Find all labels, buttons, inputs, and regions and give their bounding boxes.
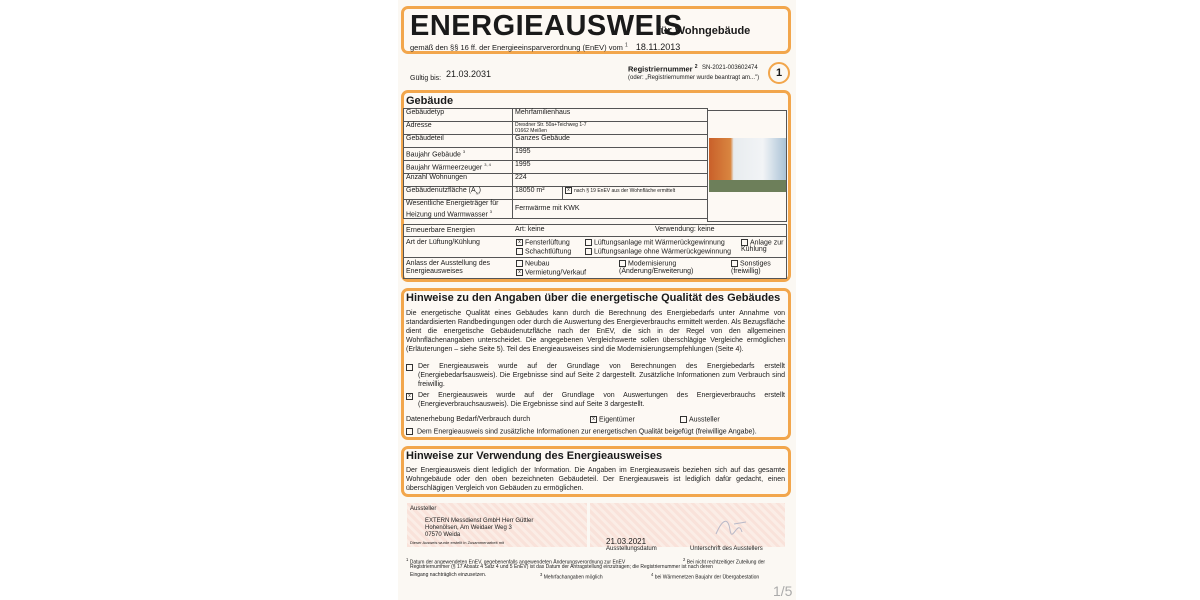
table-row: Adresse Dresdner Str. 50a+Teichweg 1-7 01662 Meißen xyxy=(404,122,708,135)
option-verbrauch: x Der Energieausweis wurde auf der Grundlage von Auswertungen des Energieverbrauchs erstellt (Energieverbrauchsausweis). Die Ergebnisse sind auf Seite 3 dargestellt. xyxy=(406,391,785,409)
footnote-2: $^2$ Bei nicht rechtzeitiger Zuteilung der xyxy=(683,557,766,566)
aussteller-option: Aussteller xyxy=(680,416,720,424)
legal-basis: gemäß den §§ 16 ff. der Energieeinsparverordnung (EnEV) vom $^1$ 18.11.2013 xyxy=(410,42,681,52)
signature-label: Unterschrift des Ausstellers xyxy=(690,546,763,552)
enev-date: 18.11.2013 xyxy=(635,42,681,52)
footnote-1c: Eingang nachträglich einzusetzen. xyxy=(410,572,487,578)
checkbox xyxy=(619,260,626,267)
checkbox xyxy=(731,260,738,267)
table-row: Gebäudetyp Mehrfamilienhaus xyxy=(404,109,708,122)
hinweise-quality-text: Die energetische Qualität eines Gebäudes kann durch die Berechnung des Energiebedarfs unter Annahme von standardisierten Randbedingungen oder durch die Auswertung des Energieverbrauchs ermittelt werden. Als Bezugsfläche dient die energetische Gebäudenutzfläche nach der EnEV, die sich in der Regel von den allgemeinen Wohnflächenangaben unterscheidet. Die angegebenen Vergleichswerte sollen überschlägige Vergleiche ermöglichen (Erläuterungen – siehe Seite 5). Teil des Energieausweises sind die Modernisierungsempfehlungen (Seite 4). xyxy=(406,310,785,353)
photo-frame xyxy=(707,110,787,222)
registration-label: Registriernummer $^2$ xyxy=(628,64,698,74)
checkbox xyxy=(680,416,687,423)
checkbox xyxy=(406,428,413,435)
registration-number: SN-2021-003602474 xyxy=(702,65,758,71)
page-subtitle: für Wohngebäude xyxy=(657,25,751,37)
valid-label: Gültig bis: xyxy=(410,75,442,82)
zusatz-option: Dem Energieausweis sind zusätzliche Informationen zur energetischen Qualität beigefügt (freiwillige Angabe). xyxy=(406,428,757,436)
checkbox-checked: x xyxy=(590,416,597,423)
issue-date: 21.03.2021 xyxy=(606,537,647,546)
table-row: Wesentliche Energieträger für Heizung und Warmwasser $^3$ Fernwärme mit KWK xyxy=(404,200,708,219)
table-row: Baujahr Wärmeerzeuger $^{3, 4}$ 1995 xyxy=(404,161,708,174)
signature-icon xyxy=(712,510,752,540)
aussteller-line: 07570 Weida xyxy=(425,532,461,538)
option-bedarf: Der Energieausweis wurde auf der Grundlage von Berechnungen des Energiebedarfs erstellt (Energiebedarfsausweis). Die Ergebnisse sind auf Seite 2 dargestellt. Zusätzliche Informationen zum Verbrauch sind freiwillig. xyxy=(406,362,785,389)
footnote-1: $^1$ Datum der angewendeten EnEV, gegebenenfalls angewendeten Änderungsverordnung zur EnEV xyxy=(406,557,626,566)
checkbox xyxy=(406,364,413,371)
table-row: Gebäudeteil Ganzes Gebäude xyxy=(404,135,708,148)
issue-date-label: Ausstellungsdatum xyxy=(606,546,657,552)
checkbox xyxy=(741,239,748,246)
footnote-4: $^4$ bei Wärmenetzen Baujahr der Übergabestation xyxy=(651,572,760,581)
gebaeude-table xyxy=(403,108,708,219)
footnote-1b: Registriernummer (§ 17 Absatz 4 Satz 4 und 5 EnEV) ist das Datum der Antragstellung einzutragen; die Registriernummer ist nach deren xyxy=(410,564,713,570)
checkbox xyxy=(585,239,592,246)
table-row: Erneuerbare Energien Art: keine Verwendung: keine xyxy=(403,224,787,237)
hinweise-quality-title: Hinweise zu den Angaben über die energetische Qualität des Gebäudes xyxy=(406,292,781,304)
checkbox-checked: x xyxy=(406,393,413,400)
aussteller-note: Dieser Ausweis wurde erstellt in Zusammenarbeit mit xyxy=(410,540,505,545)
table-row: Gebäudenutzfläche $(A_N)$ 18050 m² x nach § 19 EnEV aus der Wohnfläche ermittelt xyxy=(404,187,708,200)
footnote-3: $^3$ Mehrfachangaben möglich xyxy=(540,572,603,581)
page-indicator: 1/5 xyxy=(773,583,793,599)
hinweise-usage-text: Der Energieausweis dient lediglich der Information. Die Angaben im Energieausweis beziehen sich auf das gesamte Wohngebäude oder den oben bezeichneten Gebäudeteil. Der Energieausweis ist lediglich dafür gedacht, einen überschlägigen Vergleich von Gebäuden zu ermöglichen. xyxy=(406,467,785,492)
table-row: Baujahr Gebäude $^3$ 1995 xyxy=(404,148,708,161)
checkbox xyxy=(516,260,523,267)
datenerhebung-label: Datenerhebung Bedarf/Verbrauch durch xyxy=(406,416,531,423)
checkbox-checked: x xyxy=(565,187,572,194)
aussteller-line: EXTERN Messdienst GmbH Herr Güttler xyxy=(425,518,534,524)
hinweise-usage-title: Hinweise zur Verwendung des Energieausweises xyxy=(406,450,663,462)
eigentuemer-option: x Eigentümer xyxy=(590,416,635,424)
registration-note: (oder: „Registriernummer wurde beantragt am...") xyxy=(628,75,760,81)
gebaeude-title: Gebäude xyxy=(406,95,454,107)
aussteller-line: Hohenölsen, Am Weidaer Weg 3 xyxy=(425,525,512,531)
table-row: Anlass der Ausstellung des Energieausweises Neubau x Vermietung/Verkauf Modernisierung (Änderung/Erweiterung) Sonstiges (freiwillig) xyxy=(403,258,787,279)
page-number-badge: 1 xyxy=(768,62,790,84)
valid-date: 21.03.2031 xyxy=(446,69,492,79)
checkbox-checked: x xyxy=(516,239,523,246)
page-title: ENERGIEAUSWEIS xyxy=(410,10,683,42)
table-row: Art der Lüftung/Kühlung x Fensterlüftung Schachtlüftung Lüftungsanlage mit Wärmerückgewinnung Lüftungsanlage ohne Wärmerückgewinnung Anlage zur Kühlung xyxy=(403,237,787,258)
checkbox xyxy=(585,248,592,255)
aussteller-label: Aussteller xyxy=(410,506,437,512)
table-row: Anzahl Wohnungen 224 xyxy=(404,174,708,187)
checkbox-checked: x xyxy=(516,269,523,276)
checkbox xyxy=(516,248,523,255)
